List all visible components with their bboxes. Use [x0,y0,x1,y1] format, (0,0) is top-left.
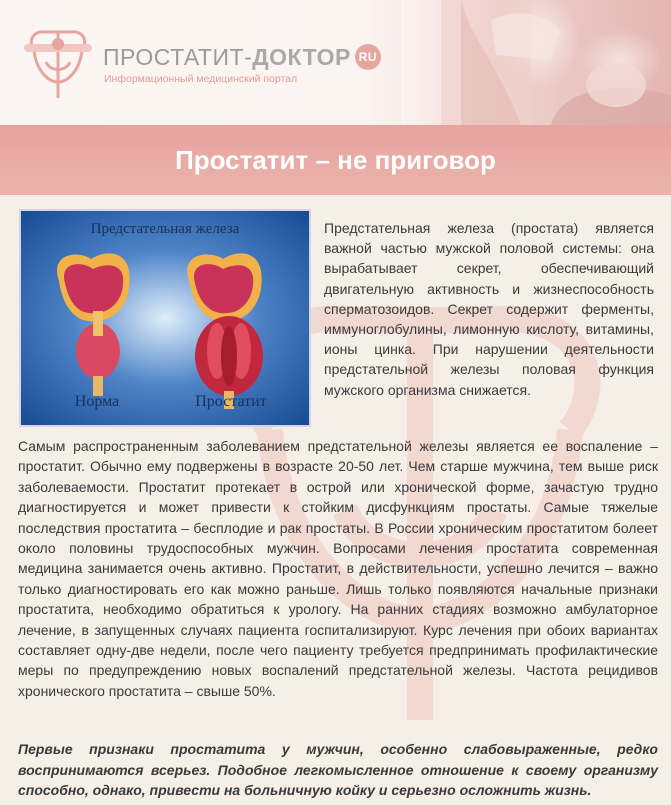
article-paragraph-2: Самым распространенным заболеванием предстательной железы является ее воспаление – простатит. Обычно ему подвержены в возрасте 20-50 лет. Чем старше мужчина, тем выше риск заболеваемости. Простатит протекает в острой или хронической форме, зачастую трудно диагностируется и может привести к стойким дисфункциям простаты. Самые тяжелые последствия простатита – бесплодие и рак простаты. В России хроническим простатитом болеет около половины трудоспособных мужчин. Вопросами лечения простатита современная медицина занимается очень активно. Простатит, в действительности, успешно лечится – важно только диагностировать его как можно раньше. Лишь только появляются начальные признаки простатита, необходимо обратиться к урологу. На ранних стадиях возможно амбулаторное лечение, в запущенных случаях пациента госпитализируют. Курс лечения при обоих вариантах составляет одну-две недели, после чего пациенту требуется предпринимать профилактические меры по предупреждению новых воспалений предстательной железы. Частота рецидивов хронического простатита – свыше 50%. [18,438,658,699]
brand-part1: ПРОСТАТИТ- [103,43,253,70]
figure-label-normal: Норма [74,393,120,410]
title-bar [0,125,671,195]
page-title: Простатит – не приговор [175,145,496,175]
figure-label-prostatitis: Простатит [195,393,267,410]
article-paragraph-1: Предстательная железа (простата) является важной частью мужской половой системы: она вырабатывает секрет, обеспечивающий двигательную активность и жизнеспособность сперматозоидов. Секрет содержит ферменты, иммуноглобулины, лимонную кислоту, витамины, ионы цинка. При нарушении деятельности предстательной железы половая функция мужского организма снижается. [324,220,654,398]
prostate-illustration [19,209,311,427]
header-photo [401,0,671,125]
site-brand[interactable] [103,42,381,72]
figure-title: Предстательная железа [90,221,240,237]
article-paragraph-3: Первые признаки простатита у мужчин, особенно слабовыраженные, редко воспринимаются всерьез. Подобное легкомысленное отношение к своему организму способно, однако, привести на больничную койку и серьезно осложнить жизнь. [18,741,658,798]
brand-badge: RU [355,44,381,70]
prostate-logo-icon[interactable] [20,22,96,100]
site-header [0,0,671,125]
site-tagline: Информационный медицинский портал [104,73,298,85]
brand-part2: ДОКТОР [252,43,351,70]
